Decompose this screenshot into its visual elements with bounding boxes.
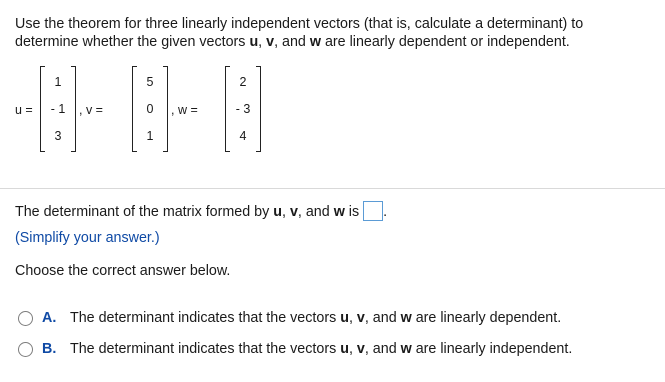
option-separator: , and (364, 310, 401, 326)
option-separator: , (348, 310, 357, 326)
option-text-part: are linearly independent. (411, 341, 573, 357)
prompt-line-2 (15, 33, 655, 51)
vector-v-matrix (132, 66, 168, 152)
answer-option-a[interactable] (18, 309, 561, 327)
radio-button-icon[interactable] (18, 311, 33, 326)
vector-w-name: w (400, 310, 412, 326)
matrix-entry: 5 (146, 75, 154, 89)
vector-v-name: v (356, 341, 365, 357)
vector-u-name: u (273, 204, 282, 220)
vector-w-name: w (309, 34, 321, 50)
choose-instruction: Choose the correct answer below. (15, 263, 231, 279)
right-bracket (256, 66, 261, 152)
vector-v-name: v (289, 204, 298, 220)
statement-separator: , and (297, 204, 334, 220)
option-letter: A. (42, 310, 57, 326)
simplify-hint: (Simplify your answer.) (15, 230, 160, 246)
vectors-display (0, 60, 300, 160)
vector-u-matrix (40, 66, 76, 152)
vector-v-label: , v = (79, 103, 103, 117)
option-letter: B. (42, 341, 57, 357)
option-text-part: The determinant indicates that the vectors (70, 341, 341, 357)
vector-w-name: w (400, 341, 412, 357)
statement-text: The determinant of the matrix formed by (15, 204, 274, 220)
matrix-entry: 1 (54, 75, 62, 89)
vector-u-name: u (340, 310, 349, 326)
vector-u-name: u (340, 341, 349, 357)
answer-option-b[interactable] (18, 340, 572, 358)
determinant-answer-input[interactable] (363, 201, 383, 221)
right-bracket (163, 66, 168, 152)
vector-w-label: , w = (171, 103, 198, 117)
prompt-line-1: Use the theorem for three linearly independent vectors (that is, calculate a determinant) to (15, 16, 584, 32)
statement-period: . (383, 204, 388, 220)
option-separator: , and (364, 341, 401, 357)
statement-separator: , (282, 204, 290, 220)
matrix-entry: 1 (146, 129, 154, 143)
vector-u-label: u = (15, 103, 33, 117)
question-prompt (15, 15, 655, 51)
matrix-entry: 0 (146, 102, 154, 116)
statement-text: is (344, 204, 360, 220)
prompt-text: are linearly dependent or independent. (320, 34, 570, 50)
option-separator: , (348, 341, 357, 357)
right-bracket (71, 66, 76, 152)
option-text (70, 340, 572, 358)
option-text-part: The determinant indicates that the vectors (70, 310, 341, 326)
prompt-text: determine whether the given vectors (15, 34, 250, 50)
section-divider (0, 188, 665, 189)
vector-v-name: v (356, 310, 365, 326)
vector-w-matrix (225, 66, 261, 152)
matrix-entry: - 1 (50, 102, 66, 116)
matrix-entry: 4 (239, 129, 247, 143)
determinant-statement (15, 203, 387, 221)
radio-button-icon[interactable] (18, 342, 33, 357)
prompt-separator: , and (274, 34, 310, 50)
matrix-entry: - 3 (235, 102, 251, 116)
matrix-entry: 3 (54, 129, 62, 143)
vector-u-name: u (249, 34, 259, 50)
option-text (70, 309, 561, 327)
vector-w-name: w (333, 204, 345, 220)
matrix-entry: 2 (239, 75, 247, 89)
option-text-part: are linearly dependent. (411, 310, 562, 326)
prompt-separator: , (258, 34, 267, 50)
vector-v-name: v (266, 34, 275, 50)
